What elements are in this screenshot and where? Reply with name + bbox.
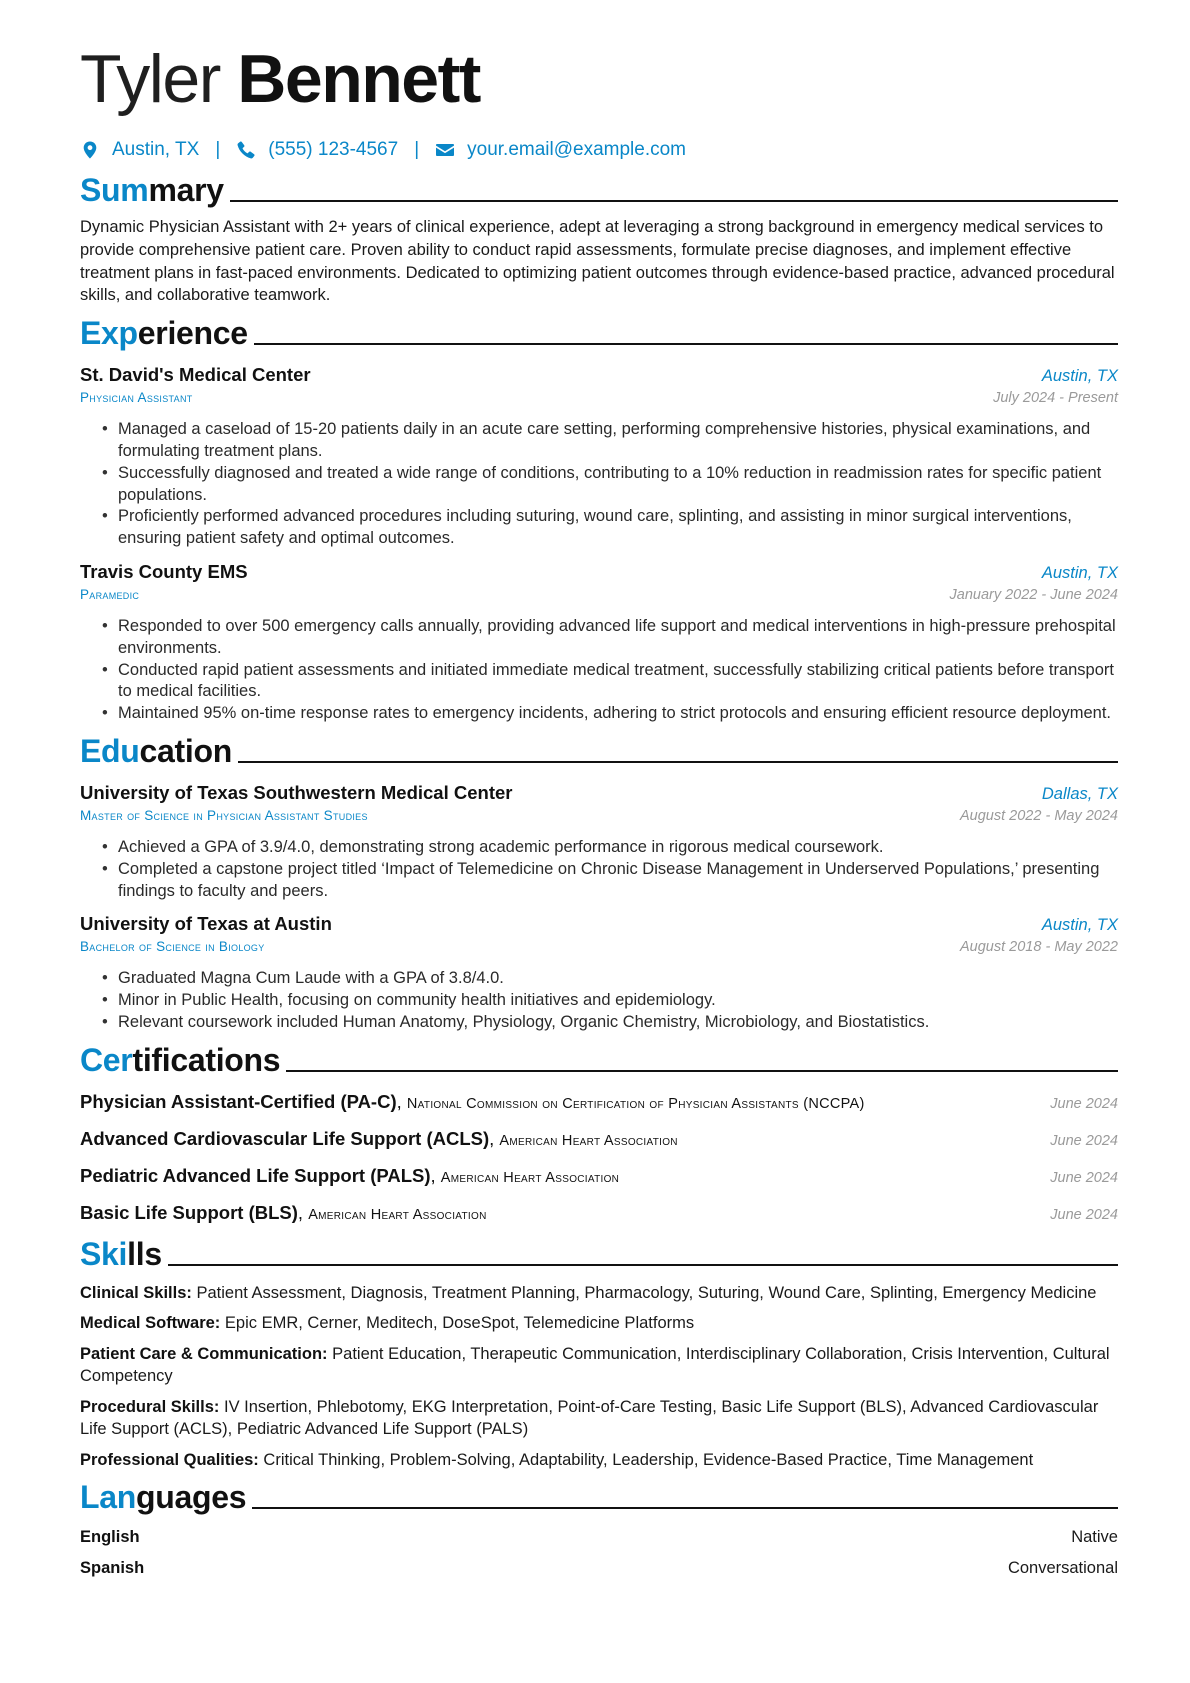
bullet-item: • Graduated Magna Cum Laude with a GPA of 3.8/4.0.	[102, 968, 1118, 990]
school-name: University of Texas at Austin	[80, 913, 332, 935]
entry-location: Austin, TX	[1041, 367, 1118, 386]
certification-issuer: American Heart Association	[308, 1206, 487, 1223]
section-title: Education	[80, 732, 232, 769]
certification-item: Advanced Cardiovascular Life Support (ACLS), American Heart Association June 2024	[80, 1126, 1118, 1154]
contact-separator: |	[414, 139, 420, 160]
experience-entry	[80, 560, 1118, 725]
skill-group-values: Patient Assessment, Diagnosis, Treatment Planning, Pharmacology, Suturing, Wound Care, Splinting, Emergency Medicine	[196, 1283, 1097, 1302]
entry-location: Dallas, TX	[1041, 784, 1118, 803]
section-rule	[252, 1507, 1118, 1509]
bullet-item: • Relevant coursework included Human Anatomy, Physiology, Organic Chemistry, Microbiology, and Biostatistics.	[102, 1012, 1118, 1034]
language-level: Native	[1071, 1528, 1118, 1547]
section-heading	[80, 1038, 1118, 1080]
entry-dates: August 2018 - May 2022	[960, 939, 1118, 956]
certification-name: Advanced Cardiovascular Life Support (ACLS)	[80, 1127, 490, 1149]
certification-item: Pediatric Advanced Life Support (PALS), American Heart Association June 2024	[80, 1163, 1118, 1191]
skill-group-values: Patient Education, Therapeutic Communication, Interdisciplinary Collaboration, Crisis Intervention, Cultural Competency	[80, 1344, 1110, 1386]
job-title: Physician Assistant	[80, 390, 193, 406]
summary-text: Dynamic Physician Assistant with 2+ years of clinical experience, adept at leveraging a strong background in emergency medical services to provide comprehensive patient care. Proven ability to conduct rapid assessments, formulate precise diagnoses, and implement effective treatment plans in fast-paced environments. Dedicated to optimizing patient outcomes through evidence-based practice, advanced procedural skills, and collaborative teamwork.	[80, 218, 1115, 305]
bullet-item: • Maintained 95% on-time response rates to emergency incidents, adhering to strict protocols and ensuring efficient resource deployment.	[102, 703, 1118, 725]
bullet-list	[80, 837, 1118, 902]
phone-text: (555) 123-4567	[268, 139, 399, 160]
entry-dates: August 2022 - May 2024	[960, 807, 1118, 824]
bullet-item: • Proficiently performed advanced procedures including suturing, wound care, splinting, and assisting in minor surgical interventions, ensuring patient safety and optimal outcomes.	[102, 506, 1118, 550]
first-name: Tyler	[80, 41, 220, 117]
employer-name: St. David's Medical Center	[80, 364, 311, 386]
contact-location	[80, 139, 199, 161]
certification-date: June 2024	[1050, 1206, 1118, 1223]
phone-icon	[236, 140, 256, 160]
skill-group-label: Professional Qualities:	[80, 1450, 259, 1469]
section-heading	[80, 1232, 1118, 1274]
entry-dates: January 2022 - June 2024	[949, 586, 1118, 603]
certification-date: June 2024	[1050, 1132, 1118, 1149]
section-title: Skills	[80, 1235, 162, 1272]
certification-issuer: American Heart Association	[440, 1169, 620, 1186]
section-heading	[80, 311, 1118, 353]
certification-name: Physician Assistant-Certified (PA-C)	[80, 1090, 397, 1112]
certification-name: Basic Life Support (BLS)	[80, 1201, 298, 1223]
skill-group-label: Medical Software:	[80, 1314, 221, 1333]
bullet-item: • Responded to over 500 emergency calls annually, providing advanced life support and medical interventions in high-pressure prehospital environments.	[102, 616, 1118, 660]
certification-item: Physician Assistant-Certified (PA-C), National Commission on Certification of Physician Assistants (NCCPA) June 2024	[80, 1089, 1118, 1117]
bullet-list	[80, 968, 1118, 1033]
bullet-item: • Achieved a GPA of 3.9/4.0, demonstrating strong academic performance in rigorous medical coursework.	[102, 837, 1118, 859]
skill-group-values: Epic EMR, Cerner, Meditech, DoseSpot, Telemedicine Platforms	[224, 1314, 695, 1333]
bullet-item: • Completed a capstone project titled ‘Impact of Telemedicine on Chronic Disease Management in Underserved Populations,’ presenting findings to faculty and peers.	[102, 859, 1118, 903]
section-rule	[286, 1070, 1118, 1072]
contact-phone[interactable]	[236, 139, 398, 161]
contact-separator: |	[215, 139, 221, 160]
section-heading	[80, 168, 1118, 210]
section-rule	[254, 343, 1118, 345]
skill-group	[80, 1343, 1118, 1388]
section-rule	[238, 761, 1118, 763]
language-name: English	[80, 1528, 140, 1547]
summary-section	[80, 168, 1118, 307]
section-title: Summary	[80, 172, 224, 208]
section-rule	[230, 200, 1118, 202]
email-text: your.email@example.com	[467, 139, 686, 160]
certification-issuer: American Heart Association	[499, 1132, 678, 1149]
certification-date: June 2024	[1050, 1095, 1118, 1112]
education-entry	[80, 912, 1118, 1033]
job-title: Paramedic	[80, 586, 140, 602]
language-item	[80, 1526, 1118, 1548]
experience-section	[80, 311, 1118, 725]
language-item	[80, 1557, 1118, 1579]
section-heading	[80, 1475, 1118, 1517]
employer-name: Travis County EMS	[80, 560, 248, 582]
envelope-icon	[435, 140, 455, 160]
bullet-item: • Conducted rapid patient assessments and initiated immediate medical treatment, successfully stabilizing critical patients before transport to medical facilities.	[102, 660, 1118, 704]
bullet-item: • Minor in Public Health, focusing on community health initiatives and epidemiology.	[102, 990, 1118, 1012]
last-name: Bennett	[237, 41, 480, 117]
entry-location: Austin, TX	[1041, 563, 1118, 582]
skill-group	[80, 1449, 1118, 1472]
certification-issuer: National Commission on Certification of Physician Assistants (NCCPA)	[406, 1095, 865, 1112]
skill-group-values: Critical Thinking, Problem-Solving, Adaptability, Leadership, Evidence-Based Practice, Time Management	[263, 1450, 1034, 1469]
bullet-item: • Managed a caseload of 15-20 patients daily in an acute care setting, performing comprehensive histories, physical examinations, and formulating treatment plans.	[102, 419, 1118, 463]
skill-group	[80, 1282, 1118, 1305]
language-name: Spanish	[80, 1559, 145, 1578]
entry-dates: July 2024 - Present	[993, 390, 1118, 407]
skill-group	[80, 1396, 1118, 1441]
school-name: University of Texas Southwestern Medical Center	[80, 781, 513, 803]
languages-section	[80, 1475, 1118, 1579]
certification-date: June 2024	[1050, 1169, 1118, 1186]
degree-title: Master of Science in Physician Assistant Studies	[80, 807, 368, 823]
bullet-list	[80, 419, 1118, 550]
skill-group-values: IV Insertion, Phlebotomy, EKG Interpretation, Point-of-Care Testing, Basic Life Support (BLS), Advanced Cardiovascular Life Support (ACLS), Pediatric Advanced Life Support (PALS)	[80, 1397, 1099, 1439]
section-rule	[168, 1264, 1118, 1266]
skill-group-label: Clinical Skills:	[80, 1283, 192, 1302]
section-title: Experience	[80, 315, 248, 352]
language-level: Conversational	[1007, 1559, 1118, 1578]
location-text: Austin, TX	[112, 139, 200, 160]
entry-location: Austin, TX	[1041, 916, 1118, 935]
map-pin-icon	[80, 140, 100, 160]
bullet-item: • Successfully diagnosed and treated a wide range of conditions, contributing to a 10% reduction in readmission rates for specific patient populations.	[102, 463, 1118, 507]
bullet-list	[80, 616, 1118, 725]
skills-section	[80, 1232, 1118, 1472]
section-heading	[80, 729, 1118, 771]
contact-email[interactable]	[435, 139, 686, 161]
education-entry	[80, 781, 1118, 902]
contact-bar	[80, 136, 1118, 164]
education-section	[80, 729, 1118, 1034]
experience-entry	[80, 363, 1118, 550]
candidate-name	[80, 36, 1118, 122]
degree-title: Bachelor of Science in Biology	[80, 939, 265, 955]
skill-group-label: Procedural Skills:	[80, 1397, 220, 1416]
skill-group	[80, 1312, 1118, 1335]
certifications-section	[80, 1038, 1118, 1228]
section-title: Certifications	[80, 1041, 281, 1078]
section-title: Languages	[80, 1479, 247, 1516]
certification-item: Basic Life Support (BLS), American Heart Association June 2024	[80, 1200, 1118, 1228]
certification-name: Pediatric Advanced Life Support (PALS)	[80, 1164, 431, 1186]
skill-group-label: Patient Care & Communication:	[80, 1344, 328, 1363]
